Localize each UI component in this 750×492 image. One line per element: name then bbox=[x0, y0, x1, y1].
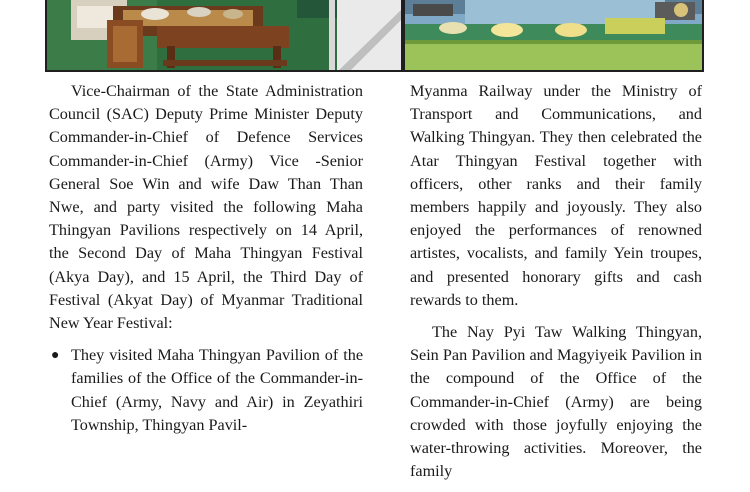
left-paragraph-1: Vice-Chairman of the State Administration Council (SAC) Deputy Prime Minister Deputy Commander-in-Chief of Defence Services Commander-in-Chief (Army) Vice -Senior General Soe Win and wife Daw Than Than Nwe, and party visited the following Maha Thingyan Pavilions respectively on 14 April, the Second Day of Maha Thingyan Festival (Akya Day), and 15 April, the Third Day of Festival (Akyat Day) of Myanmar Traditional New Year Festival: bbox=[49, 82, 363, 333]
bullet-dot-icon: ● bbox=[51, 348, 60, 364]
bullet-item-1-text: They visited Maha Thingyan Pavilion of the families of the Office of the Commander-in-Chief (Army, Navy and Air) in Zeyathiri Township, Thingyan Pavil- bbox=[71, 346, 363, 434]
right-paragraph-2: The Nay Pyi Taw Walking Thingyan, Sein Pan Pavilion and Magyiyeik Pavilion in the compound of the Office of the Commander-in-Chief (Army) are being crowded with those joyfully enjoying the water-throwing activities. Moreover, the family bbox=[410, 323, 702, 481]
right-paragraph-1: Myanma Railway under the Ministry of Transport and Communications, and Walking Thingyan. They then celebrated the Atar Thingyan Festival together with officers, other ranks and their family members happily and joyously. They also enjoyed the performances of renowned artistes, vocalists, and family Yein troupes, and presented honorary gifts and cash rewards to them. bbox=[410, 82, 702, 309]
photo-festival-stage bbox=[403, 0, 704, 72]
photo-pavilion-interior-image bbox=[47, 0, 401, 72]
photo-pavilion-interior bbox=[45, 0, 403, 72]
right-column bbox=[410, 80, 702, 492]
bullet-item-1 bbox=[51, 344, 363, 437]
photo-festival-stage-image bbox=[405, 0, 702, 72]
left-column bbox=[49, 80, 363, 437]
bullet-list bbox=[49, 344, 363, 437]
